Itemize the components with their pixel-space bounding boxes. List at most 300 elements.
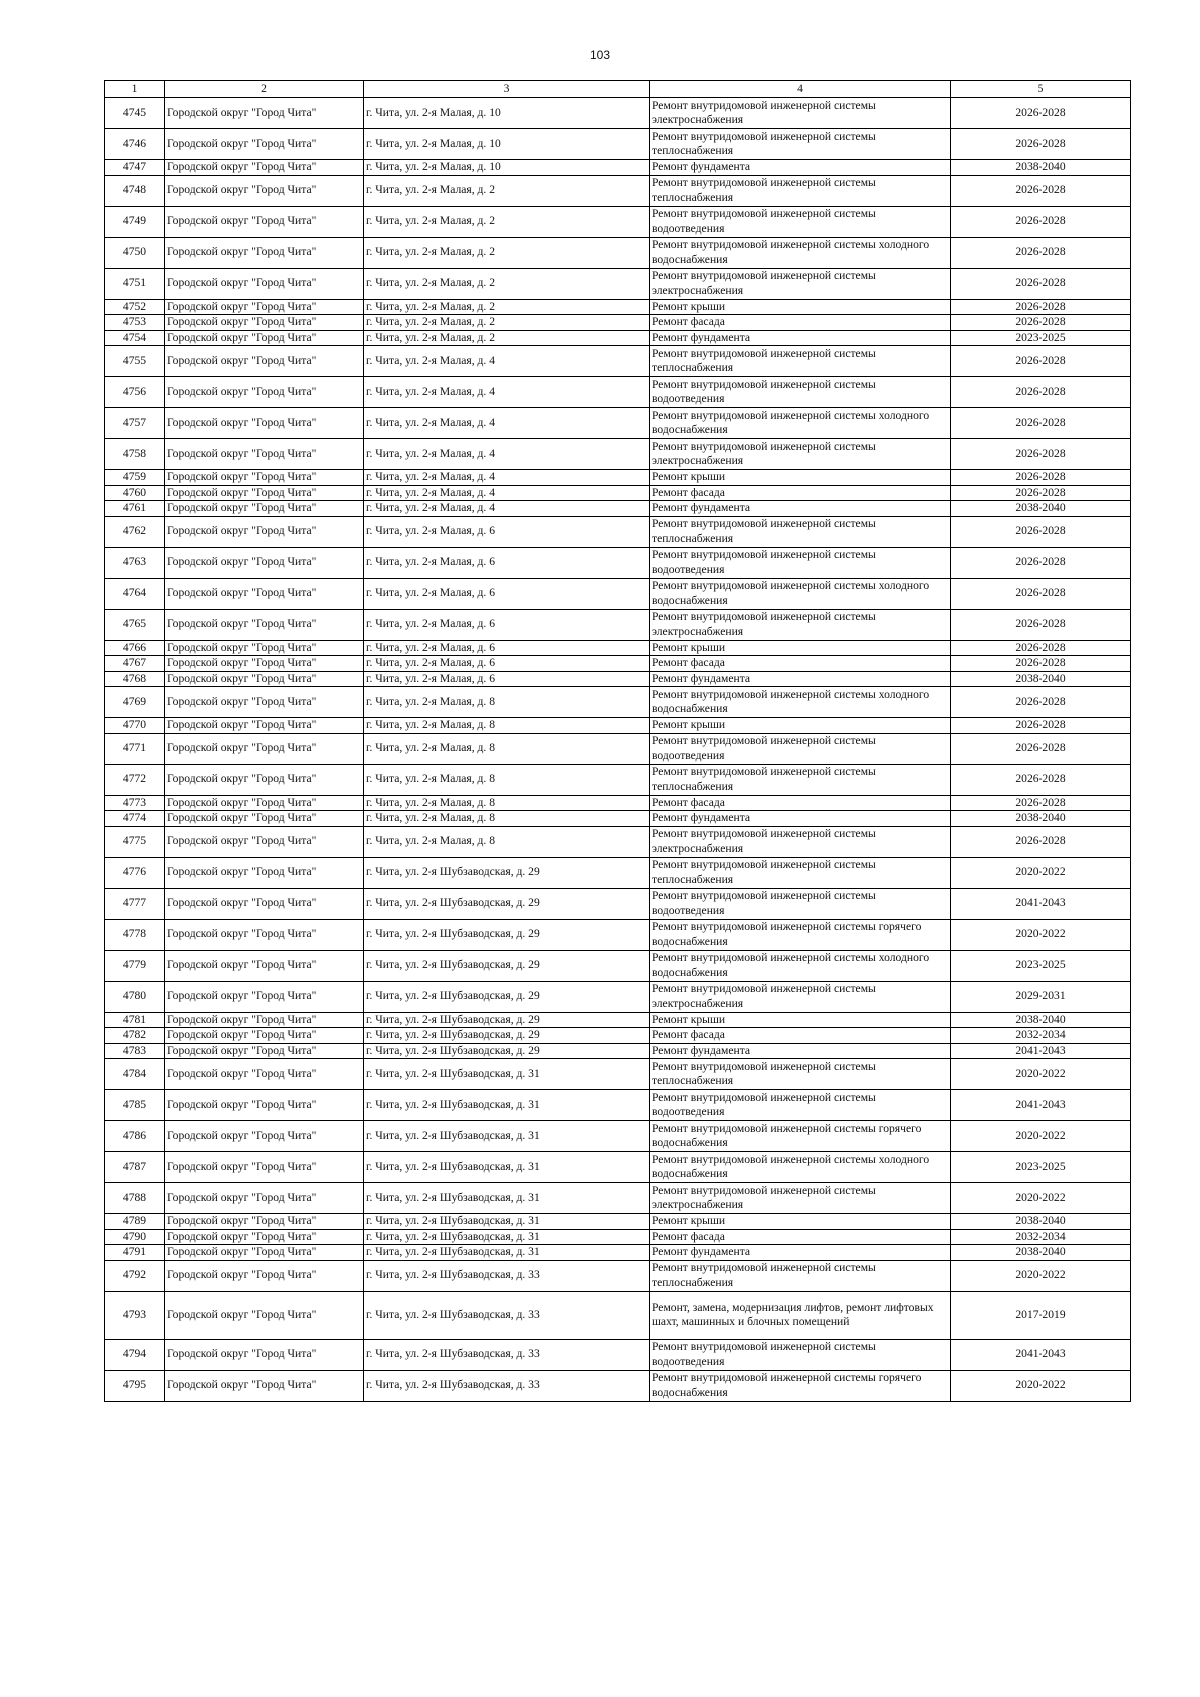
work-type-cell: Ремонт внутридомовой инженерной системы водоотведения bbox=[650, 733, 951, 764]
period-cell: 2026-2028 bbox=[951, 795, 1131, 811]
period-cell: 2026-2028 bbox=[951, 718, 1131, 734]
period-cell: 2038-2040 bbox=[951, 1012, 1131, 1028]
table-row bbox=[105, 811, 1131, 827]
period-cell: 2026-2028 bbox=[951, 470, 1131, 486]
address-cell: г. Чита, ул. 2-я Малая, д. 2 bbox=[364, 206, 650, 237]
work-type-cell: Ремонт внутридомовой инженерной системы электроснабжения bbox=[650, 981, 951, 1012]
address-cell: г. Чита, ул. 2-я Малая, д. 8 bbox=[364, 687, 650, 718]
municipality-cell: Городской округ "Город Чита" bbox=[165, 1059, 364, 1090]
table-row bbox=[105, 299, 1131, 315]
municipality-cell: Городской округ "Город Чита" bbox=[165, 501, 364, 517]
address-cell: г. Чита, ул. 2-я Малая, д. 2 bbox=[364, 268, 650, 299]
row-number: 4770 bbox=[105, 718, 165, 734]
row-number: 4757 bbox=[105, 408, 165, 439]
work-type-cell: Ремонт фундамента bbox=[650, 1245, 951, 1261]
address-cell: г. Чита, ул. 2-я Малая, д. 8 bbox=[364, 795, 650, 811]
period-cell: 2026-2028 bbox=[951, 408, 1131, 439]
period-cell: 2032-2034 bbox=[951, 1229, 1131, 1245]
table-row bbox=[105, 1291, 1131, 1339]
table-row bbox=[105, 315, 1131, 331]
period-cell: 2020-2022 bbox=[951, 1059, 1131, 1090]
period-cell: 2026-2028 bbox=[951, 578, 1131, 609]
municipality-cell: Городской округ "Город Чита" bbox=[165, 733, 364, 764]
municipality-cell: Городской округ "Город Чита" bbox=[165, 346, 364, 377]
address-cell: г. Чита, ул. 2-я Малая, д. 10 bbox=[364, 129, 650, 160]
address-cell: г. Чита, ул. 2-я Шубзаводская, д. 31 bbox=[364, 1059, 650, 1090]
row-number: 4776 bbox=[105, 857, 165, 888]
table-row bbox=[105, 826, 1131, 857]
row-number: 4754 bbox=[105, 330, 165, 346]
address-cell: г. Чита, ул. 2-я Малая, д. 6 bbox=[364, 578, 650, 609]
address-cell: г. Чита, ул. 2-я Малая, д. 4 bbox=[364, 470, 650, 486]
municipality-cell: Городской округ "Город Чита" bbox=[165, 1260, 364, 1291]
table-row bbox=[105, 1059, 1131, 1090]
municipality-cell: Городской округ "Город Чита" bbox=[165, 656, 364, 672]
work-type-cell: Ремонт фундамента bbox=[650, 671, 951, 687]
work-type-cell: Ремонт внутридомовой инженерной системы теплоснабжения bbox=[650, 1059, 951, 1090]
table-row bbox=[105, 888, 1131, 919]
period-cell: 2041-2043 bbox=[951, 1339, 1131, 1370]
municipality-cell: Городской округ "Город Чита" bbox=[165, 1090, 364, 1121]
address-cell: г. Чита, ул. 2-я Шубзаводская, д. 33 bbox=[364, 1370, 650, 1401]
work-type-cell: Ремонт фасада bbox=[650, 1229, 951, 1245]
municipality-cell: Городской округ "Город Чита" bbox=[165, 826, 364, 857]
address-cell: г. Чита, ул. 2-я Шубзаводская, д. 31 bbox=[364, 1229, 650, 1245]
municipality-cell: Городской округ "Город Чита" bbox=[165, 981, 364, 1012]
period-cell: 2026-2028 bbox=[951, 175, 1131, 206]
table-row bbox=[105, 206, 1131, 237]
municipality-cell: Городской округ "Город Чита" bbox=[165, 160, 364, 176]
table-row bbox=[105, 1090, 1131, 1121]
address-cell: г. Чита, ул. 2-я Малая, д. 8 bbox=[364, 733, 650, 764]
municipality-cell: Городской округ "Город Чита" bbox=[165, 547, 364, 578]
work-type-cell: Ремонт внутридомовой инженерной системы теплоснабжения bbox=[650, 1260, 951, 1291]
table-row bbox=[105, 501, 1131, 517]
municipality-cell: Городской округ "Город Чита" bbox=[165, 299, 364, 315]
period-cell: 2026-2028 bbox=[951, 516, 1131, 547]
work-type-cell: Ремонт внутридомовой инженерной системы электроснабжения bbox=[650, 826, 951, 857]
table-row bbox=[105, 687, 1131, 718]
period-cell: 2020-2022 bbox=[951, 1370, 1131, 1401]
work-type-cell: Ремонт внутридомовой инженерной системы теплоснабжения bbox=[650, 175, 951, 206]
period-cell: 2026-2028 bbox=[951, 299, 1131, 315]
municipality-cell: Городской округ "Город Чита" bbox=[165, 671, 364, 687]
address-cell: г. Чита, ул. 2-я Малая, д. 4 bbox=[364, 485, 650, 501]
municipality-cell: Городской округ "Город Чита" bbox=[165, 919, 364, 950]
period-cell: 2020-2022 bbox=[951, 857, 1131, 888]
column-header: 3 bbox=[364, 81, 650, 98]
period-cell: 2038-2040 bbox=[951, 160, 1131, 176]
table-row bbox=[105, 1370, 1131, 1401]
table-row bbox=[105, 671, 1131, 687]
row-number: 4768 bbox=[105, 671, 165, 687]
row-number: 4761 bbox=[105, 501, 165, 517]
table-row bbox=[105, 98, 1131, 129]
table-row bbox=[105, 764, 1131, 795]
municipality-cell: Городской округ "Город Чита" bbox=[165, 1043, 364, 1059]
work-type-cell: Ремонт фасада bbox=[650, 315, 951, 331]
table-body bbox=[105, 98, 1131, 1402]
address-cell: г. Чита, ул. 2-я Малая, д. 6 bbox=[364, 640, 650, 656]
row-number: 4789 bbox=[105, 1214, 165, 1230]
row-number: 4749 bbox=[105, 206, 165, 237]
period-cell: 2017-2019 bbox=[951, 1291, 1131, 1339]
municipality-cell: Городской округ "Город Чита" bbox=[165, 206, 364, 237]
municipality-cell: Городской округ "Город Чита" bbox=[165, 795, 364, 811]
period-cell: 2026-2028 bbox=[951, 826, 1131, 857]
column-header: 4 bbox=[650, 81, 951, 98]
work-type-cell: Ремонт внутридомовой инженерной системы холодного водоснабжения bbox=[650, 237, 951, 268]
municipality-cell: Городской округ "Город Чита" bbox=[165, 1152, 364, 1183]
row-number: 4773 bbox=[105, 795, 165, 811]
address-cell: г. Чита, ул. 2-я Малая, д. 6 bbox=[364, 609, 650, 640]
address-cell: г. Чита, ул. 2-я Малая, д. 4 bbox=[364, 346, 650, 377]
period-cell: 2038-2040 bbox=[951, 671, 1131, 687]
repair-schedule-table bbox=[104, 80, 1131, 1402]
address-cell: г. Чита, ул. 2-я Шубзаводская, д. 33 bbox=[364, 1339, 650, 1370]
address-cell: г. Чита, ул. 2-я Малая, д. 10 bbox=[364, 160, 650, 176]
municipality-cell: Городской округ "Город Чита" bbox=[165, 687, 364, 718]
period-cell: 2041-2043 bbox=[951, 888, 1131, 919]
municipality-cell: Городской округ "Город Чита" bbox=[165, 1012, 364, 1028]
address-cell: г. Чита, ул. 2-я Малая, д. 6 bbox=[364, 547, 650, 578]
work-type-cell: Ремонт внутридомовой инженерной системы водоотведения bbox=[650, 547, 951, 578]
row-number: 4774 bbox=[105, 811, 165, 827]
municipality-cell: Городской округ "Город Чита" bbox=[165, 237, 364, 268]
row-number: 4763 bbox=[105, 547, 165, 578]
row-number: 4745 bbox=[105, 98, 165, 129]
column-header: 1 bbox=[105, 81, 165, 98]
column-header: 2 bbox=[165, 81, 364, 98]
table-row bbox=[105, 330, 1131, 346]
row-number: 4750 bbox=[105, 237, 165, 268]
period-cell: 2038-2040 bbox=[951, 501, 1131, 517]
work-type-cell: Ремонт фасада bbox=[650, 1028, 951, 1044]
table-row bbox=[105, 1028, 1131, 1044]
municipality-cell: Городской округ "Город Чита" bbox=[165, 315, 364, 331]
period-cell: 2020-2022 bbox=[951, 1121, 1131, 1152]
work-type-cell: Ремонт крыши bbox=[650, 299, 951, 315]
work-type-cell: Ремонт внутридомовой инженерной системы водоотведения bbox=[650, 377, 951, 408]
municipality-cell: Городской округ "Город Чита" bbox=[165, 268, 364, 299]
work-type-cell: Ремонт внутридомовой инженерной системы холодного водоснабжения bbox=[650, 950, 951, 981]
municipality-cell: Городской округ "Город Чита" bbox=[165, 1291, 364, 1339]
table-row bbox=[105, 516, 1131, 547]
period-cell: 2026-2028 bbox=[951, 237, 1131, 268]
address-cell: г. Чита, ул. 2-я Шубзаводская, д. 31 bbox=[364, 1121, 650, 1152]
table-row bbox=[105, 408, 1131, 439]
municipality-cell: Городской округ "Город Чита" bbox=[165, 857, 364, 888]
table-row bbox=[105, 609, 1131, 640]
work-type-cell: Ремонт крыши bbox=[650, 718, 951, 734]
address-cell: г. Чита, ул. 2-я Малая, д. 2 bbox=[364, 237, 650, 268]
table-row bbox=[105, 470, 1131, 486]
row-number: 4788 bbox=[105, 1183, 165, 1214]
row-number: 4765 bbox=[105, 609, 165, 640]
row-number: 4785 bbox=[105, 1090, 165, 1121]
period-cell: 2023-2025 bbox=[951, 1152, 1131, 1183]
table-row bbox=[105, 1245, 1131, 1261]
work-type-cell: Ремонт внутридомовой инженерной системы горячего водоснабжения bbox=[650, 919, 951, 950]
work-type-cell: Ремонт внутридомовой инженерной системы теплоснабжения bbox=[650, 764, 951, 795]
table-row bbox=[105, 795, 1131, 811]
municipality-cell: Городской округ "Город Чита" bbox=[165, 718, 364, 734]
address-cell: г. Чита, ул. 2-я Шубзаводская, д. 31 bbox=[364, 1183, 650, 1214]
address-cell: г. Чита, ул. 2-я Малая, д. 8 bbox=[364, 826, 650, 857]
work-type-cell: Ремонт внутридомовой инженерной системы электроснабжения bbox=[650, 609, 951, 640]
work-type-cell: Ремонт внутридомовой инженерной системы водоотведения bbox=[650, 1339, 951, 1370]
row-number: 4781 bbox=[105, 1012, 165, 1028]
work-type-cell: Ремонт внутридомовой инженерной системы горячего водоснабжения bbox=[650, 1121, 951, 1152]
municipality-cell: Городской округ "Город Чита" bbox=[165, 764, 364, 795]
address-cell: г. Чита, ул. 2-я Шубзаводская, д. 31 bbox=[364, 1245, 650, 1261]
work-type-cell: Ремонт внутридомовой инженерной системы теплоснабжения bbox=[650, 516, 951, 547]
table-row bbox=[105, 160, 1131, 176]
period-cell: 2026-2028 bbox=[951, 377, 1131, 408]
row-number: 4790 bbox=[105, 1229, 165, 1245]
municipality-cell: Городской округ "Город Чита" bbox=[165, 98, 364, 129]
row-number: 4795 bbox=[105, 1370, 165, 1401]
table-row bbox=[105, 268, 1131, 299]
table-row bbox=[105, 485, 1131, 501]
table-row bbox=[105, 640, 1131, 656]
municipality-cell: Городской округ "Город Чита" bbox=[165, 1183, 364, 1214]
period-cell: 2026-2028 bbox=[951, 346, 1131, 377]
table-row bbox=[105, 919, 1131, 950]
period-cell: 2020-2022 bbox=[951, 919, 1131, 950]
work-type-cell: Ремонт внутридомовой инженерной системы водоотведения bbox=[650, 888, 951, 919]
work-type-cell: Ремонт внутридомовой инженерной системы электроснабжения bbox=[650, 98, 951, 129]
table-row bbox=[105, 129, 1131, 160]
municipality-cell: Городской округ "Город Чита" bbox=[165, 439, 364, 470]
row-number: 4756 bbox=[105, 377, 165, 408]
work-type-cell: Ремонт фундамента bbox=[650, 330, 951, 346]
address-cell: г. Чита, ул. 2-я Шубзаводская, д. 33 bbox=[364, 1260, 650, 1291]
table-row bbox=[105, 656, 1131, 672]
work-type-cell: Ремонт крыши bbox=[650, 1214, 951, 1230]
period-cell: 2026-2028 bbox=[951, 268, 1131, 299]
period-cell: 2023-2025 bbox=[951, 950, 1131, 981]
municipality-cell: Городской округ "Город Чита" bbox=[165, 330, 364, 346]
work-type-cell: Ремонт крыши bbox=[650, 640, 951, 656]
row-number: 4748 bbox=[105, 175, 165, 206]
row-number: 4787 bbox=[105, 1152, 165, 1183]
row-number: 4794 bbox=[105, 1339, 165, 1370]
table-row bbox=[105, 346, 1131, 377]
table-row bbox=[105, 1152, 1131, 1183]
table-row bbox=[105, 1339, 1131, 1370]
period-cell: 2026-2028 bbox=[951, 485, 1131, 501]
address-cell: г. Чита, ул. 2-я Шубзаводская, д. 31 bbox=[364, 1152, 650, 1183]
row-number: 4752 bbox=[105, 299, 165, 315]
address-cell: г. Чита, ул. 2-я Малая, д. 2 bbox=[364, 315, 650, 331]
address-cell: г. Чита, ул. 2-я Малая, д. 4 bbox=[364, 501, 650, 517]
period-cell: 2026-2028 bbox=[951, 733, 1131, 764]
period-cell: 2038-2040 bbox=[951, 1245, 1131, 1261]
table-row bbox=[105, 950, 1131, 981]
work-type-cell: Ремонт фундамента bbox=[650, 160, 951, 176]
table-row bbox=[105, 1183, 1131, 1214]
period-cell: 2032-2034 bbox=[951, 1028, 1131, 1044]
table-row bbox=[105, 718, 1131, 734]
address-cell: г. Чита, ул. 2-я Малая, д. 8 bbox=[364, 764, 650, 795]
work-type-cell: Ремонт внутридомовой инженерной системы холодного водоснабжения bbox=[650, 578, 951, 609]
table-row bbox=[105, 439, 1131, 470]
municipality-cell: Городской округ "Город Чита" bbox=[165, 470, 364, 486]
table-row bbox=[105, 1260, 1131, 1291]
work-type-cell: Ремонт внутридомовой инженерной системы электроснабжения bbox=[650, 439, 951, 470]
address-cell: г. Чита, ул. 2-я Шубзаводская, д. 29 bbox=[364, 919, 650, 950]
municipality-cell: Городской округ "Город Чита" bbox=[165, 1121, 364, 1152]
period-cell: 2026-2028 bbox=[951, 609, 1131, 640]
address-cell: г. Чита, ул. 2-я Малая, д. 8 bbox=[364, 718, 650, 734]
row-number: 4755 bbox=[105, 346, 165, 377]
municipality-cell: Городской округ "Город Чита" bbox=[165, 811, 364, 827]
table-row bbox=[105, 1214, 1131, 1230]
row-number: 4751 bbox=[105, 268, 165, 299]
municipality-cell: Городской округ "Город Чита" bbox=[165, 1339, 364, 1370]
work-type-cell: Ремонт фасада bbox=[650, 795, 951, 811]
address-cell: г. Чита, ул. 2-я Малая, д. 2 bbox=[364, 330, 650, 346]
municipality-cell: Городской округ "Город Чита" bbox=[165, 609, 364, 640]
row-number: 4793 bbox=[105, 1291, 165, 1339]
row-number: 4784 bbox=[105, 1059, 165, 1090]
address-cell: г. Чита, ул. 2-я Шубзаводская, д. 31 bbox=[364, 1090, 650, 1121]
period-cell: 2038-2040 bbox=[951, 811, 1131, 827]
address-cell: г. Чита, ул. 2-я Шубзаводская, д. 29 bbox=[364, 981, 650, 1012]
municipality-cell: Городской округ "Город Чита" bbox=[165, 408, 364, 439]
address-cell: г. Чита, ул. 2-я Малая, д. 4 bbox=[364, 408, 650, 439]
work-type-cell: Ремонт крыши bbox=[650, 470, 951, 486]
work-type-cell: Ремонт фасада bbox=[650, 485, 951, 501]
table-row bbox=[105, 1043, 1131, 1059]
municipality-cell: Городской округ "Город Чита" bbox=[165, 1370, 364, 1401]
address-cell: г. Чита, ул. 2-я Шубзаводская, д. 29 bbox=[364, 857, 650, 888]
address-cell: г. Чита, ул. 2-я Малая, д. 4 bbox=[364, 377, 650, 408]
address-cell: г. Чита, ул. 2-я Шубзаводская, д. 29 bbox=[364, 1043, 650, 1059]
row-number: 4747 bbox=[105, 160, 165, 176]
work-type-cell: Ремонт фундамента bbox=[650, 1043, 951, 1059]
municipality-cell: Городской округ "Город Чита" bbox=[165, 1028, 364, 1044]
row-number: 4762 bbox=[105, 516, 165, 547]
row-number: 4767 bbox=[105, 656, 165, 672]
period-cell: 2026-2028 bbox=[951, 656, 1131, 672]
municipality-cell: Городской округ "Город Чита" bbox=[165, 1245, 364, 1261]
period-cell: 2026-2028 bbox=[951, 764, 1131, 795]
address-cell: г. Чита, ул. 2-я Шубзаводская, д. 29 bbox=[364, 1012, 650, 1028]
municipality-cell: Городской округ "Город Чита" bbox=[165, 950, 364, 981]
period-cell: 2026-2028 bbox=[951, 98, 1131, 129]
row-number: 4759 bbox=[105, 470, 165, 486]
table-row bbox=[105, 377, 1131, 408]
municipality-cell: Городской округ "Город Чита" bbox=[165, 175, 364, 206]
period-cell: 2041-2043 bbox=[951, 1043, 1131, 1059]
row-number: 4792 bbox=[105, 1260, 165, 1291]
table-row bbox=[105, 1121, 1131, 1152]
municipality-cell: Городской округ "Город Чита" bbox=[165, 129, 364, 160]
period-cell: 2029-2031 bbox=[951, 981, 1131, 1012]
table-row bbox=[105, 1012, 1131, 1028]
municipality-cell: Городской округ "Город Чита" bbox=[165, 485, 364, 501]
work-type-cell: Ремонт внутридомовой инженерной системы водоотведения bbox=[650, 1090, 951, 1121]
work-type-cell: Ремонт внутридомовой инженерной системы холодного водоснабжения bbox=[650, 1152, 951, 1183]
address-cell: г. Чита, ул. 2-я Шубзаводская, д. 29 bbox=[364, 888, 650, 919]
table-row bbox=[105, 981, 1131, 1012]
table-row bbox=[105, 733, 1131, 764]
row-number: 4769 bbox=[105, 687, 165, 718]
period-cell: 2026-2028 bbox=[951, 547, 1131, 578]
row-number: 4771 bbox=[105, 733, 165, 764]
row-number: 4766 bbox=[105, 640, 165, 656]
address-cell: г. Чита, ул. 2-я Шубзаводская, д. 31 bbox=[364, 1214, 650, 1230]
table-row bbox=[105, 857, 1131, 888]
column-header: 5 bbox=[951, 81, 1131, 98]
address-cell: г. Чита, ул. 2-я Малая, д. 2 bbox=[364, 175, 650, 206]
work-type-cell: Ремонт внутридомовой инженерной системы электроснабжения bbox=[650, 1183, 951, 1214]
period-cell: 2023-2025 bbox=[951, 330, 1131, 346]
period-cell: 2026-2028 bbox=[951, 439, 1131, 470]
municipality-cell: Городской округ "Город Чита" bbox=[165, 1229, 364, 1245]
address-cell: г. Чита, ул. 2-я Малая, д. 6 bbox=[364, 656, 650, 672]
row-number: 4778 bbox=[105, 919, 165, 950]
period-cell: 2026-2028 bbox=[951, 206, 1131, 237]
row-number: 4783 bbox=[105, 1043, 165, 1059]
work-type-cell: Ремонт внутридомовой инженерной системы холодного водоснабжения bbox=[650, 687, 951, 718]
municipality-cell: Городской округ "Город Чита" bbox=[165, 516, 364, 547]
period-cell: 2026-2028 bbox=[951, 640, 1131, 656]
address-cell: г. Чита, ул. 2-я Малая, д. 8 bbox=[364, 811, 650, 827]
work-type-cell: Ремонт внутридомовой инженерной системы теплоснабжения bbox=[650, 346, 951, 377]
work-type-cell: Ремонт фундамента bbox=[650, 811, 951, 827]
row-number: 4775 bbox=[105, 826, 165, 857]
table-row bbox=[105, 175, 1131, 206]
table-row bbox=[105, 1229, 1131, 1245]
table-row bbox=[105, 547, 1131, 578]
row-number: 4746 bbox=[105, 129, 165, 160]
page-number: 103 bbox=[589, 48, 611, 62]
work-type-cell: Ремонт, замена, модернизация лифтов, ремонт лифтовых шахт, машинных и блочных помещений bbox=[650, 1291, 951, 1339]
address-cell: г. Чита, ул. 2-я Малая, д. 6 bbox=[364, 671, 650, 687]
period-cell: 2038-2040 bbox=[951, 1214, 1131, 1230]
work-type-cell: Ремонт внутридомовой инженерной системы холодного водоснабжения bbox=[650, 408, 951, 439]
period-cell: 2020-2022 bbox=[951, 1260, 1131, 1291]
period-cell: 2026-2028 bbox=[951, 687, 1131, 718]
work-type-cell: Ремонт внутридомовой инженерной системы водоотведения bbox=[650, 206, 951, 237]
work-type-cell: Ремонт фасада bbox=[650, 656, 951, 672]
work-type-cell: Ремонт внутридомовой инженерной системы теплоснабжения bbox=[650, 129, 951, 160]
row-number: 4764 bbox=[105, 578, 165, 609]
table-header-row bbox=[105, 81, 1131, 98]
work-type-cell: Ремонт внутридомовой инженерной системы электроснабжения bbox=[650, 268, 951, 299]
period-cell: 2020-2022 bbox=[951, 1183, 1131, 1214]
address-cell: г. Чита, ул. 2-я Малая, д. 10 bbox=[364, 98, 650, 129]
row-number: 4779 bbox=[105, 950, 165, 981]
period-cell: 2026-2028 bbox=[951, 315, 1131, 331]
row-number: 4791 bbox=[105, 1245, 165, 1261]
table-row bbox=[105, 237, 1131, 268]
address-cell: г. Чита, ул. 2-я Малая, д. 6 bbox=[364, 516, 650, 547]
work-type-cell: Ремонт внутридомовой инженерной системы теплоснабжения bbox=[650, 857, 951, 888]
row-number: 4782 bbox=[105, 1028, 165, 1044]
row-number: 4786 bbox=[105, 1121, 165, 1152]
row-number: 4758 bbox=[105, 439, 165, 470]
address-cell: г. Чита, ул. 2-я Шубзаводская, д. 29 bbox=[364, 1028, 650, 1044]
table-row bbox=[105, 578, 1131, 609]
period-cell: 2041-2043 bbox=[951, 1090, 1131, 1121]
address-cell: г. Чита, ул. 2-я Малая, д. 4 bbox=[364, 439, 650, 470]
address-cell: г. Чита, ул. 2-я Шубзаводская, д. 29 bbox=[364, 950, 650, 981]
municipality-cell: Городской округ "Город Чита" bbox=[165, 888, 364, 919]
